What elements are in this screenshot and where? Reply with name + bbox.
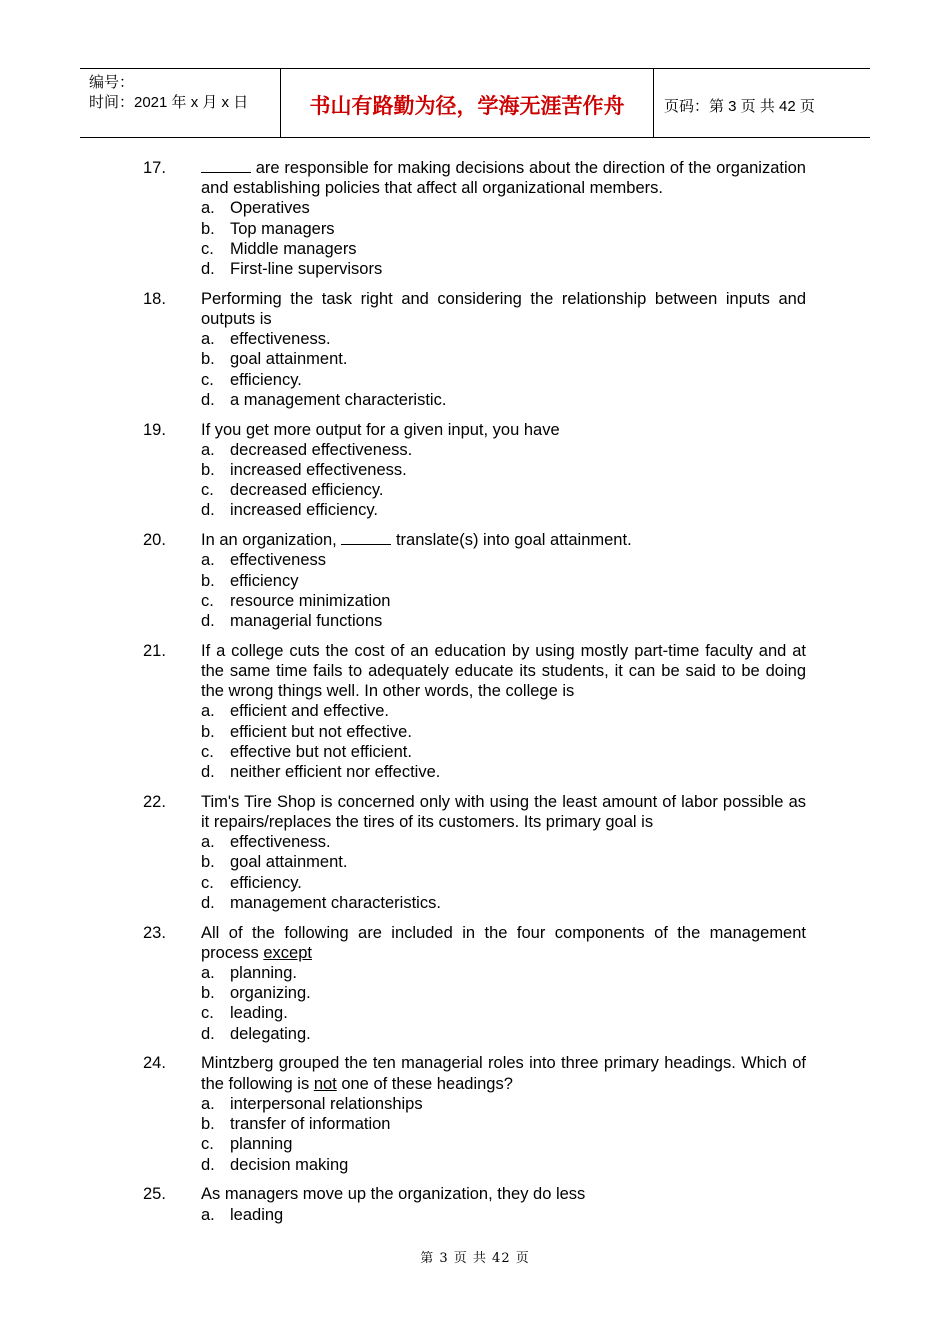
option-text: decreased effectiveness.: [230, 440, 413, 459]
option-letter: a.: [201, 833, 215, 852]
option-text: managerial functions: [230, 612, 383, 631]
answer-option: [143, 480, 806, 500]
question-text-part: Tim's Tire Shop is concerned only with using the least amount of labor possible as it repairs/replaces the tires of its customers. Its primary goal is: [201, 792, 806, 832]
option-text: interpersonal relationships: [230, 1094, 423, 1113]
option-letter: b.: [201, 461, 215, 480]
option-letter: a.: [201, 1205, 215, 1224]
option-letter: c.: [201, 873, 214, 892]
option-letter: b.: [201, 571, 215, 590]
option-text: neither efficient nor effective.: [230, 763, 441, 782]
option-letter: d.: [201, 260, 215, 279]
question-stem: [143, 1184, 806, 1204]
option-text: effectiveness: [230, 551, 327, 570]
option-letter: c.: [201, 742, 214, 761]
question-item: [143, 641, 806, 782]
option-letter: b.: [201, 350, 215, 369]
option-text: management characteristics.: [230, 893, 441, 912]
option-text: transfer of information: [230, 1115, 391, 1134]
option-letter: c.: [201, 1135, 214, 1154]
option-text: decision making: [230, 1155, 349, 1174]
answer-option: [143, 1114, 806, 1134]
answer-option: [143, 1205, 806, 1225]
answer-option: [143, 762, 806, 782]
question-text-part: All of the following are included in the four components of the management process: [201, 923, 806, 962]
answer-option: [143, 219, 806, 239]
answer-option: [143, 742, 806, 762]
option-text: efficient and effective.: [230, 702, 389, 721]
answer-option: [143, 722, 806, 742]
answer-option: [143, 873, 806, 893]
answer-option: [143, 500, 806, 520]
page-footer: 第 3 页 共 42 页: [420, 1251, 530, 1266]
option-letter: c.: [201, 370, 214, 389]
answer-option: [143, 329, 806, 349]
answer-option: [143, 1024, 806, 1044]
question-stem: [143, 792, 806, 832]
question-item: [143, 420, 806, 521]
question-emphasis: except: [263, 943, 312, 962]
answer-option: [143, 198, 806, 218]
answer-option: [143, 1003, 806, 1023]
option-text: decreased efficiency.: [230, 481, 384, 500]
question-item: [143, 1053, 806, 1174]
answer-option: [143, 550, 806, 570]
answer-option: [143, 611, 806, 631]
question-text: [201, 289, 806, 329]
question-number: 17.: [143, 159, 166, 177]
option-text: planning.: [230, 964, 297, 983]
option-letter: a.: [201, 440, 215, 459]
option-letter: d.: [201, 390, 215, 409]
question-text: [201, 158, 806, 198]
answer-option: [143, 440, 806, 460]
question-text-part: Mintzberg grouped the ten managerial roles into three primary headings. Which of the following is: [201, 1054, 806, 1093]
option-letter: a.: [201, 199, 215, 218]
question-list: [143, 158, 806, 1234]
answer-option: [143, 893, 806, 913]
question-stem: [143, 923, 806, 963]
option-letter: d.: [201, 763, 215, 782]
answer-blank: [341, 530, 391, 545]
question-text: [201, 530, 806, 550]
header-date-label: 时间：2021 年 x 月 x 日: [89, 94, 249, 111]
answer-option: [143, 370, 806, 390]
option-letter: c.: [201, 591, 214, 610]
option-text: a management characteristic.: [230, 390, 447, 409]
question-number: 22.: [143, 792, 166, 811]
question-item: [143, 289, 806, 410]
answer-option: [143, 1094, 806, 1114]
answer-option: [143, 1134, 806, 1154]
option-letter: d.: [201, 501, 215, 520]
question-number: 18.: [143, 289, 166, 308]
header-number-label: 编号：: [89, 74, 135, 91]
option-text: efficiency: [230, 571, 299, 590]
option-letter: a.: [201, 330, 215, 349]
option-text: Operatives: [230, 199, 310, 218]
option-text: Middle managers: [230, 239, 357, 258]
option-text: effectiveness.: [230, 330, 331, 349]
header-motto: 书山有路勤为径，学海无涯苦作舟: [281, 69, 654, 137]
question-item: [143, 923, 806, 1044]
question-number: 24.: [143, 1054, 166, 1073]
question-item: [143, 792, 806, 913]
answer-option: [143, 852, 806, 872]
option-text: efficiency.: [230, 370, 302, 389]
option-text: effectiveness.: [230, 833, 331, 852]
option-letter: b.: [201, 722, 215, 741]
question-stem: [143, 289, 806, 329]
option-text: effective but not efficient.: [230, 742, 412, 761]
option-text: Top managers: [230, 219, 335, 238]
option-text: First-line supervisors: [230, 260, 383, 279]
option-letter: b.: [201, 1115, 215, 1134]
option-letter: c.: [201, 1004, 214, 1023]
option-text: resource minimization: [230, 591, 391, 610]
answer-option: [143, 571, 806, 591]
option-text: goal attainment.: [230, 350, 348, 369]
option-letter: b.: [201, 853, 215, 872]
question-number: 20.: [143, 531, 166, 550]
option-text: goal attainment.: [230, 853, 348, 872]
option-letter: b.: [201, 984, 215, 1003]
question-text-part: one of these headings?: [336, 1074, 513, 1093]
question-number: 21.: [143, 641, 166, 660]
question-item: [143, 1184, 806, 1224]
option-text: efficiency.: [230, 873, 302, 892]
option-letter: d.: [201, 1024, 215, 1043]
option-text: increased efficiency.: [230, 501, 378, 520]
question-text: [201, 1184, 806, 1204]
option-text: leading: [230, 1205, 284, 1224]
answer-option: [143, 239, 806, 259]
option-letter: a.: [201, 1094, 215, 1113]
question-stem: [143, 641, 806, 702]
answer-option: [143, 460, 806, 480]
question-emphasis: not: [313, 1074, 337, 1093]
option-text: increased effectiveness.: [230, 461, 407, 480]
question-text-part: If you get more output for a given input, you have: [201, 420, 560, 439]
question-text-part: translate(s) into goal attainment.: [391, 531, 632, 550]
answer-blank: [201, 158, 251, 173]
answer-option: [143, 390, 806, 410]
option-letter: a.: [201, 964, 215, 983]
option-letter: c.: [201, 481, 214, 500]
question-number: 25.: [143, 1185, 166, 1204]
question-text: [201, 420, 806, 440]
answer-option: [143, 983, 806, 1003]
answer-option: [143, 349, 806, 369]
answer-option: [143, 1155, 806, 1175]
option-letter: a.: [201, 702, 215, 721]
page-header: [80, 68, 870, 138]
question-text: [201, 1053, 806, 1093]
question-number: 19.: [143, 420, 166, 439]
answer-option: [143, 259, 806, 279]
option-text: planning: [230, 1135, 293, 1154]
option-letter: d.: [201, 612, 215, 631]
option-letter: b.: [201, 219, 215, 238]
question-text: [201, 641, 806, 702]
question-number: 23.: [143, 923, 166, 942]
question-text-part: As managers move up the organization, they do less: [201, 1185, 586, 1204]
question-text-part: In an organization,: [201, 531, 342, 550]
answer-option: [143, 832, 806, 852]
option-letter: d.: [201, 893, 215, 912]
option-text: organizing.: [230, 984, 311, 1003]
option-text: delegating.: [230, 1024, 311, 1043]
question-text-part: Performing the task right and considering the relationship between inputs and outputs is: [201, 289, 806, 329]
option-letter: a.: [201, 551, 215, 570]
option-letter: c.: [201, 239, 214, 258]
option-letter: d.: [201, 1155, 215, 1174]
option-text: leading.: [230, 1004, 288, 1023]
answer-option: [143, 591, 806, 611]
question-text-part: If a college cuts the cost of an education by using mostly part-time faculty and at the same time fails to adequately educate its students, it can be said to be doing the wrong things well. In other words, the college is: [201, 641, 806, 701]
question-text-part: are responsible for making decisions about the direction of the organization and establishing policies that affect all organizational members.: [201, 159, 806, 198]
question-item: [143, 158, 806, 279]
question-stem: [143, 420, 806, 440]
question-item: [143, 530, 806, 631]
answer-option: [143, 963, 806, 983]
header-page-label: 页码：第 3 页 共 42 页: [664, 97, 815, 115]
question-stem: [143, 1053, 806, 1093]
option-text: efficient but not effective.: [230, 722, 412, 741]
question-text: [201, 792, 806, 832]
question-stem: [143, 530, 806, 550]
question-stem: [143, 158, 806, 198]
header-info-cell: [80, 69, 281, 137]
question-text: [201, 923, 806, 963]
answer-option: [143, 701, 806, 721]
